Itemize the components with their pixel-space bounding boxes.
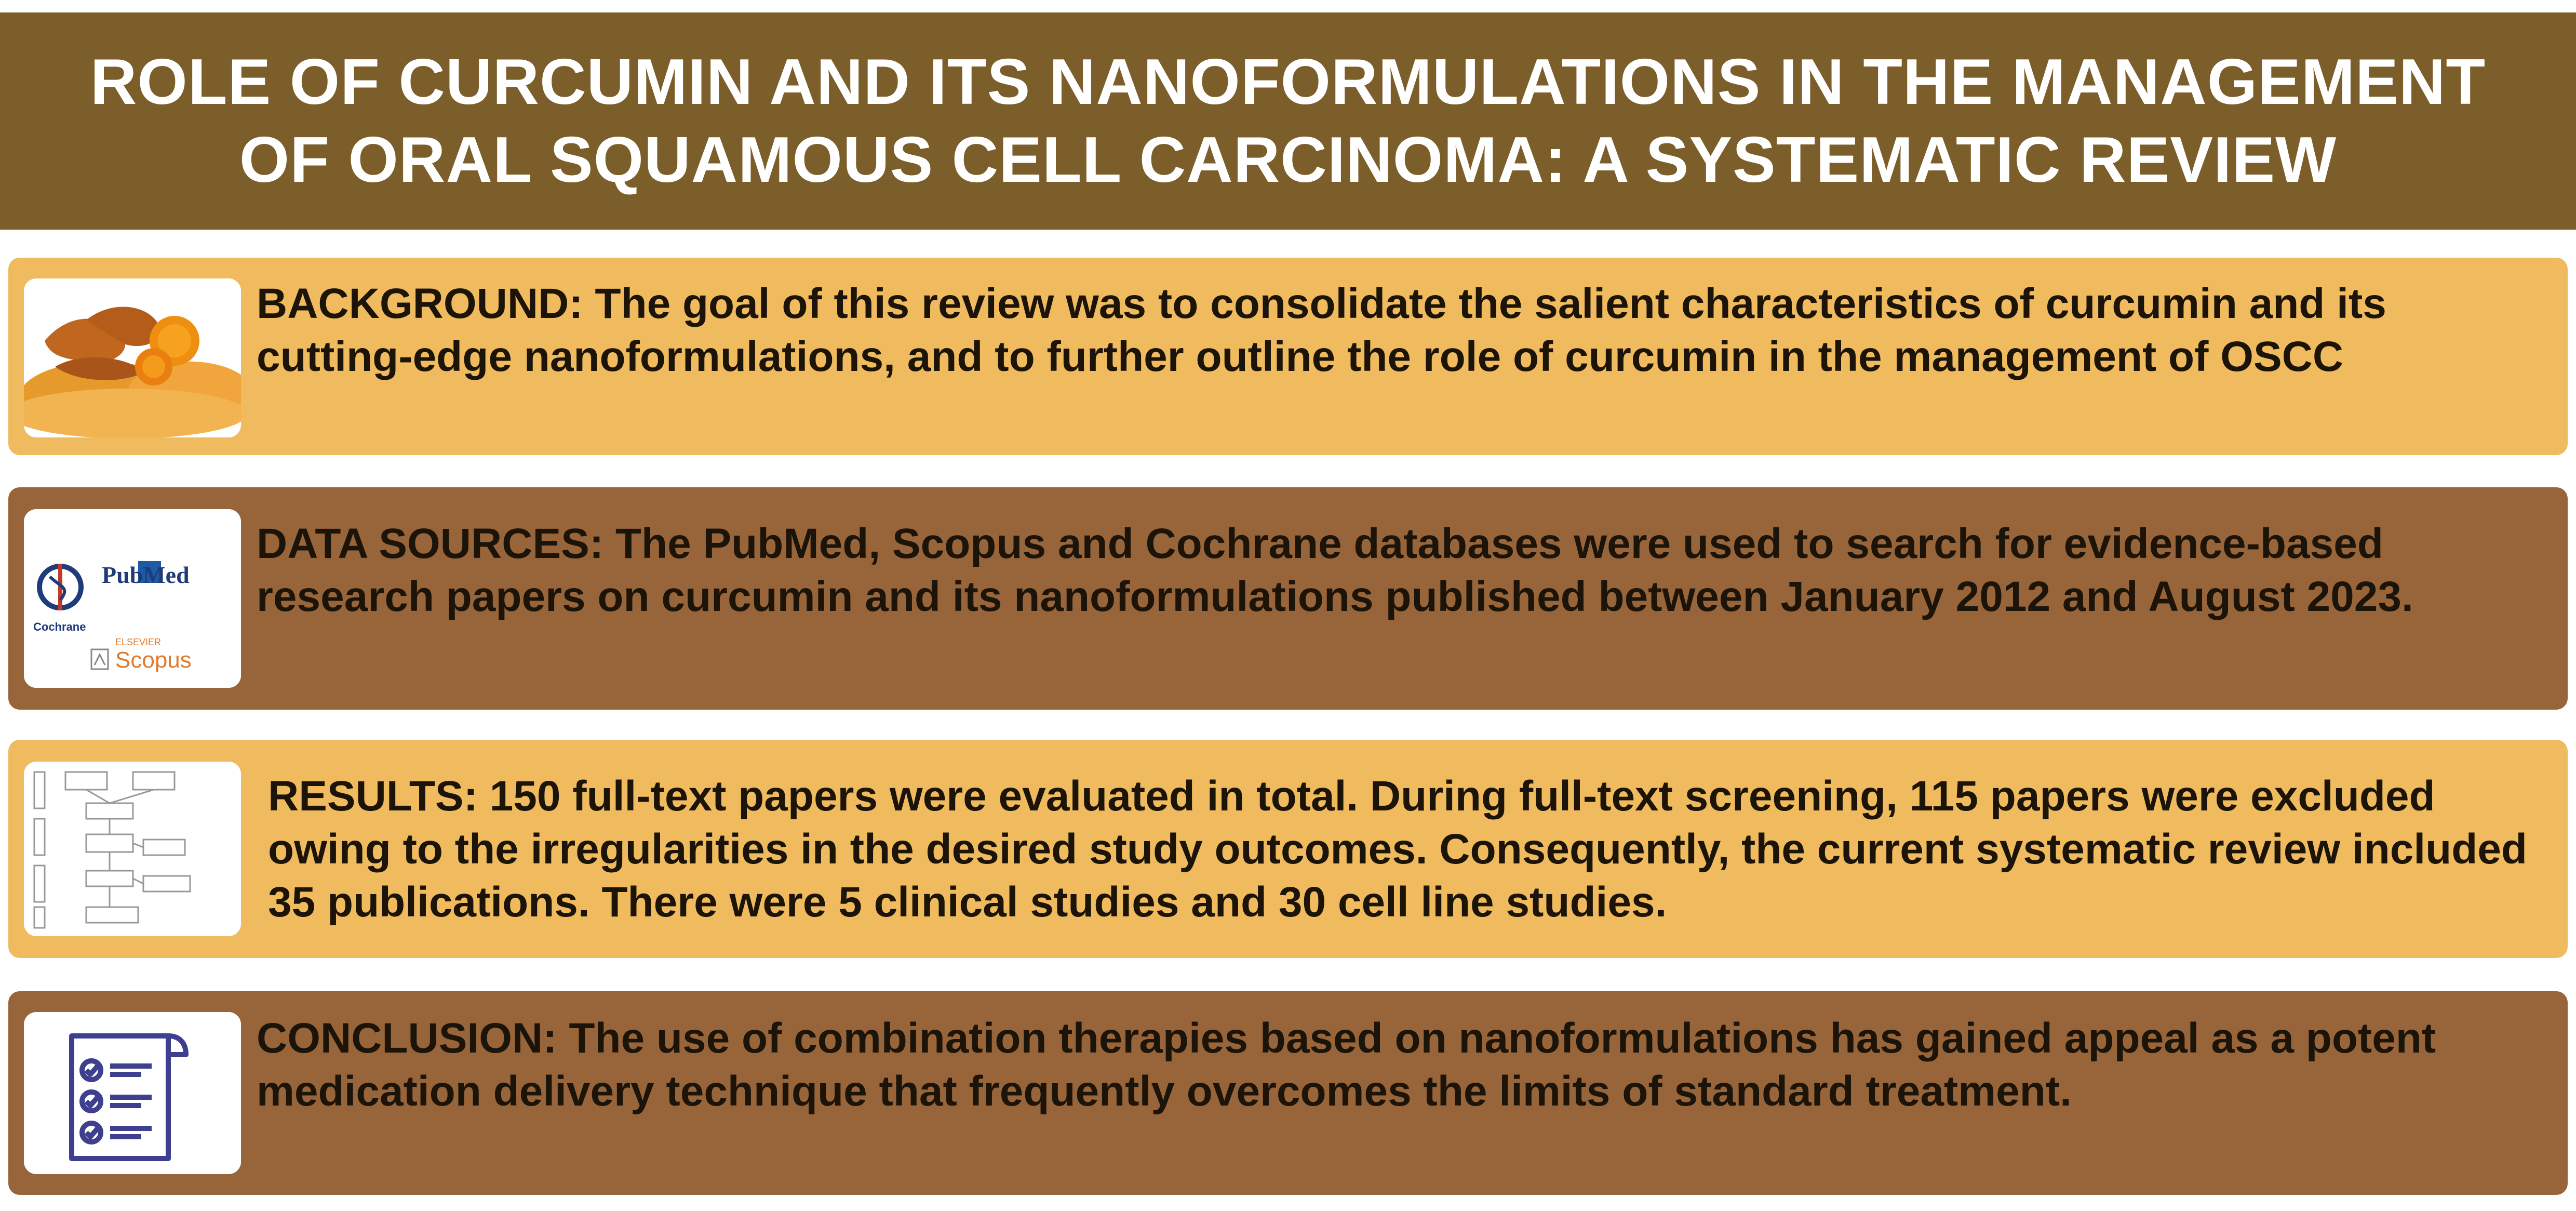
background-body: The goal of this review was to consolidate the salient characteristics of curcumin and its cutting-edge nanoformulations, and to further outline the role of curcumin in the management of OSCC xyxy=(257,280,2386,380)
conclusion-text xyxy=(257,1012,2552,1118)
scopus-logo: Scopus xyxy=(115,647,192,673)
background-section xyxy=(8,258,2568,455)
database-logos-image xyxy=(24,509,241,688)
title-banner xyxy=(0,12,2576,230)
data-sources-text xyxy=(257,517,2552,623)
title-line-1: ROLE OF CURCUMIN AND ITS NANOFORMULATIONS IN THE MANAGEMENT xyxy=(90,46,2486,118)
results-body: 150 full-text papers were evaluated in total. During full-text screening, 115 papers were excluded owing to the irregularities in the desired study outcomes. Consequently, the current systematic review included 35 publications. There were 5 clinical studies and 30 cell line studies. xyxy=(268,773,2528,926)
data-sources-body: The PubMed, Scopus and Cochrane databases were used to search for evidence-based research papers on curcumin and its nanoformulations published between January 2012 and August 2023. xyxy=(257,520,2413,620)
title-line-2: OF ORAL SQUAMOUS CELL CARCINOMA: A SYSTEMATIC REVIEW xyxy=(239,124,2337,196)
prisma-flowchart-image xyxy=(24,762,241,936)
results-section xyxy=(8,740,2568,958)
conclusion-label: CONCLUSION: xyxy=(257,1015,557,1062)
data-sources-label: DATA SOURCES: xyxy=(257,520,604,567)
conclusion-body: The use of combination therapies based on nanoformulations has gained appeal as a potent medication delivery technique that frequently overcomes the limits of standard treatment. xyxy=(257,1015,2436,1115)
pubmed-logo: PubMed xyxy=(102,562,190,588)
turmeric-image xyxy=(24,278,241,437)
data-sources-section xyxy=(8,487,2568,710)
checklist-icon xyxy=(24,1012,241,1174)
background-text xyxy=(257,277,2552,383)
elsevier-logo: ELSEVIER xyxy=(115,637,162,647)
conclusion-section xyxy=(8,991,2568,1195)
cochrane-logo: Cochrane xyxy=(33,620,86,633)
results-label: RESULTS: xyxy=(268,773,478,820)
background-label: BACKGROUND: xyxy=(257,280,583,327)
results-text xyxy=(268,770,2552,929)
